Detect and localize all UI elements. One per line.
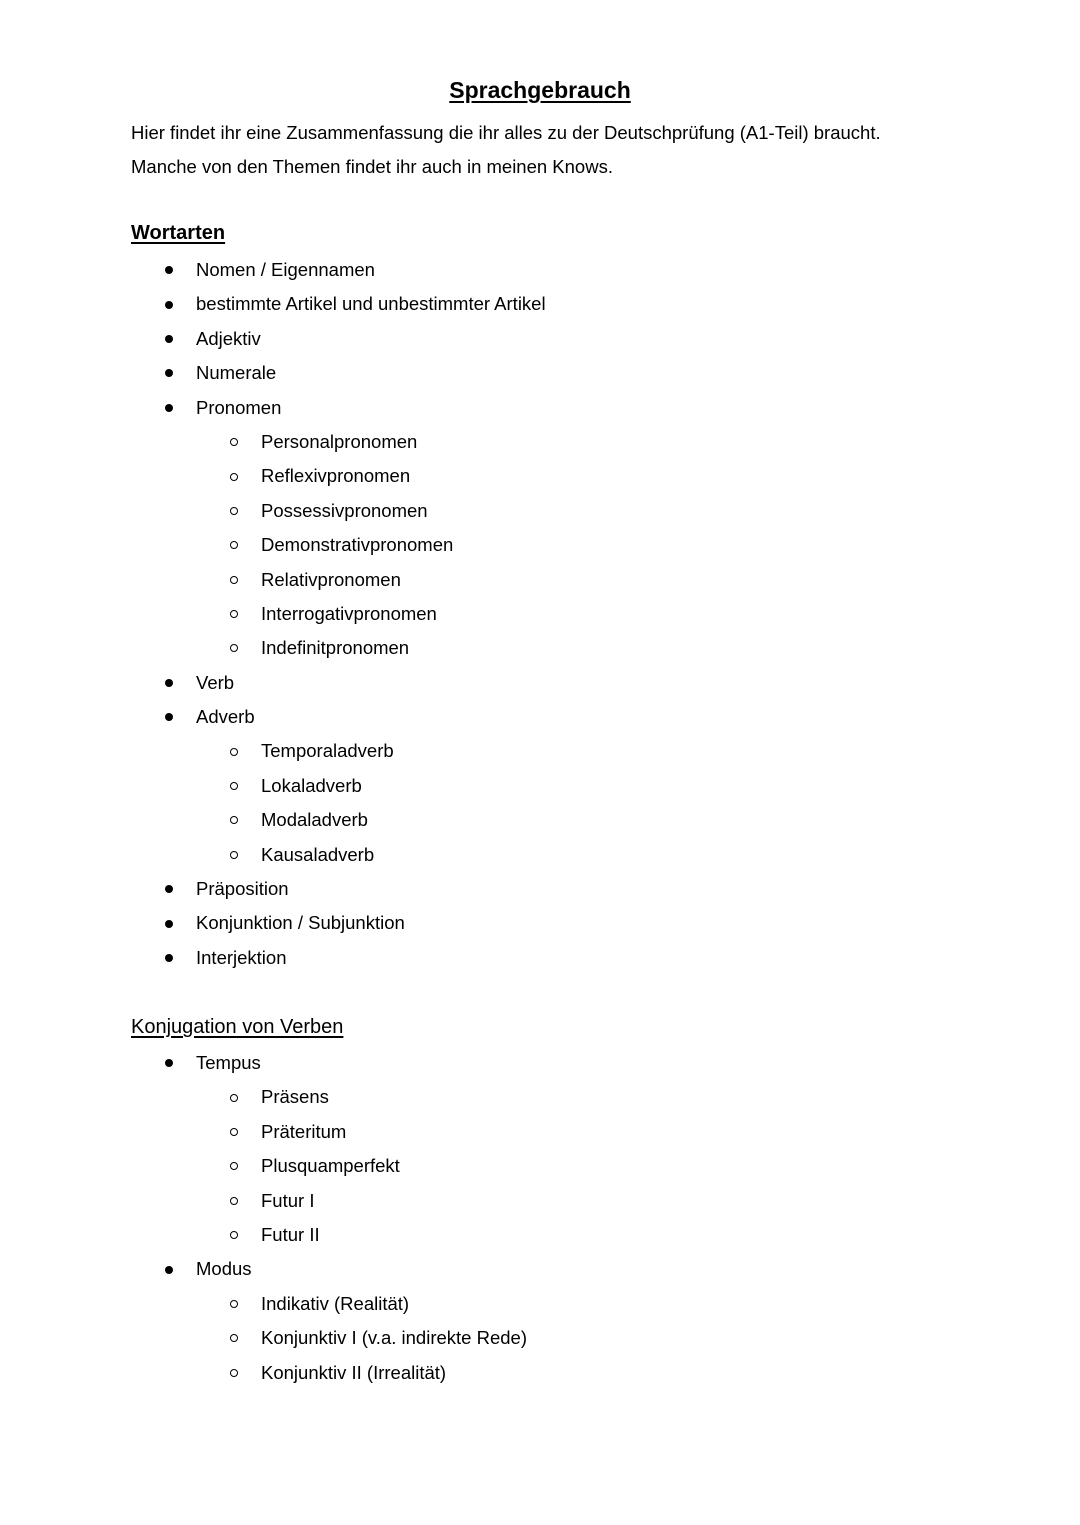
list-item-label: Kausaladverb [261, 843, 375, 865]
list-item-label: Futur II [261, 1223, 320, 1245]
bullet-hollow-icon [230, 734, 238, 768]
sub-list-item [0, 769, 546, 803]
sub-list-item [0, 1218, 527, 1252]
list-item-label: Numerale [196, 362, 277, 384]
bullet-hollow-icon [230, 1356, 238, 1390]
list-item-label: Plusquamperfekt [261, 1155, 400, 1177]
sub-list-item [0, 1356, 527, 1390]
sub-list-item [0, 734, 546, 768]
bullet-filled-icon [165, 700, 173, 734]
list-item [0, 322, 546, 356]
bullet-filled-icon [165, 872, 173, 906]
list-item-label: bestimmte Artikel und unbestimmter Artikel [196, 293, 546, 315]
sub-list-item [0, 1321, 527, 1355]
list-item-label: Personalpronomen [261, 430, 418, 452]
bullet-filled-icon [165, 1252, 173, 1286]
sub-list-item [0, 563, 546, 597]
bullet-hollow-icon [230, 459, 238, 493]
sub-list-item [0, 1287, 527, 1321]
list-item [0, 1252, 527, 1286]
list-item-label: Reflexivpronomen [261, 465, 411, 487]
list-item-label: Nomen / Eigennamen [196, 259, 375, 280]
list-item-label: Tempus [196, 1052, 261, 1073]
bullet-hollow-icon [230, 1321, 238, 1355]
list-item-label: Demonstrativpronomen [261, 534, 454, 556]
list-item [0, 666, 546, 700]
list-item-label: Adjektiv [196, 327, 261, 349]
bullet-hollow-icon [230, 1287, 238, 1321]
bullet-filled-icon [165, 322, 173, 356]
list-item-label: Modus [196, 1258, 252, 1280]
wortarten-list [0, 253, 546, 975]
sub-list-item [0, 803, 546, 837]
list-item-label: Konjunktiv I (v.a. indirekte Rede) [261, 1327, 527, 1349]
bullet-hollow-icon [230, 631, 238, 665]
list-item [0, 356, 546, 390]
list-item-label: Präteritum [261, 1120, 347, 1142]
list-item-label: Temporaladverb [261, 740, 394, 762]
list-item-label: Interjektion [196, 946, 287, 968]
bullet-filled-icon [165, 1046, 173, 1080]
sub-list-item [0, 597, 546, 631]
sub-list-item [0, 1080, 527, 1114]
sub-list-item [0, 494, 546, 528]
list-item-label: Possessivpronomen [261, 499, 428, 521]
list-item [0, 700, 546, 734]
bullet-hollow-icon [230, 597, 238, 631]
bullet-hollow-icon [230, 1080, 238, 1114]
list-item [0, 1046, 527, 1080]
bullet-filled-icon [165, 941, 173, 975]
bullet-filled-icon [165, 253, 173, 287]
list-item-label: Verb [196, 671, 235, 693]
list-item-label: Modaladverb [261, 809, 368, 831]
list-item-label: Konjunktion / Subjunktion [196, 912, 405, 934]
bullet-hollow-icon [230, 1149, 238, 1183]
bullet-filled-icon [165, 666, 173, 700]
bullet-filled-icon [165, 906, 173, 940]
bullet-filled-icon [165, 391, 173, 425]
bullet-hollow-icon [230, 425, 238, 459]
list-item-label: Konjunktiv II (Irrealität) [261, 1361, 447, 1383]
list-item-label: Präsens [261, 1086, 329, 1108]
bullet-hollow-icon [230, 769, 238, 803]
page-title: Sprachgebrauch [449, 77, 631, 103]
list-item-label: Pronomen [196, 396, 282, 418]
bullet-hollow-icon [230, 1115, 238, 1149]
list-item-label: Relativpronomen [261, 568, 401, 590]
bullet-hollow-icon [230, 494, 238, 528]
bullet-hollow-icon [230, 1218, 238, 1252]
list-item [0, 391, 546, 425]
sub-list-item [0, 528, 546, 562]
intro-line-2: Manche von den Themen findet ihr auch in meinen Knows. [131, 156, 613, 177]
list-item-label: Futur I [261, 1189, 315, 1211]
sub-list-item [0, 459, 546, 493]
list-item [0, 287, 546, 321]
list-item-label: Interrogativpronomen [261, 602, 437, 624]
list-item-label: Indikativ (Realität) [261, 1292, 410, 1314]
bullet-hollow-icon [230, 803, 238, 837]
konjugation-list [0, 1046, 527, 1390]
list-item [0, 872, 546, 906]
list-item-label: Lokaladverb [261, 774, 362, 796]
sub-list-item [0, 838, 546, 872]
list-item [0, 253, 546, 287]
intro-line-1: Hier findet ihr eine Zusammenfassung die ihr alles zu der Deutschprüfung (A1-Teil) braucht. [131, 122, 881, 143]
list-item [0, 941, 546, 975]
bullet-filled-icon [165, 287, 173, 321]
section-heading-wortarten: Wortarten [131, 222, 226, 244]
list-item [0, 906, 546, 940]
sub-list-item [0, 1115, 527, 1149]
section-heading-konjugation: Konjugation von Verben [131, 1016, 344, 1038]
sub-list-item [0, 425, 546, 459]
sub-list-item [0, 1149, 527, 1183]
bullet-hollow-icon [230, 1184, 238, 1218]
list-item-label: Adverb [196, 706, 255, 728]
bullet-filled-icon [165, 356, 173, 390]
list-item-label: Präposition [196, 878, 289, 900]
bullet-hollow-icon [230, 838, 238, 872]
sub-list-item [0, 1184, 527, 1218]
sub-list-item [0, 631, 546, 665]
bullet-hollow-icon [230, 563, 238, 597]
intro-paragraph [131, 116, 1031, 184]
bullet-hollow-icon [230, 528, 238, 562]
list-item-label: Indefinitpronomen [261, 637, 410, 659]
